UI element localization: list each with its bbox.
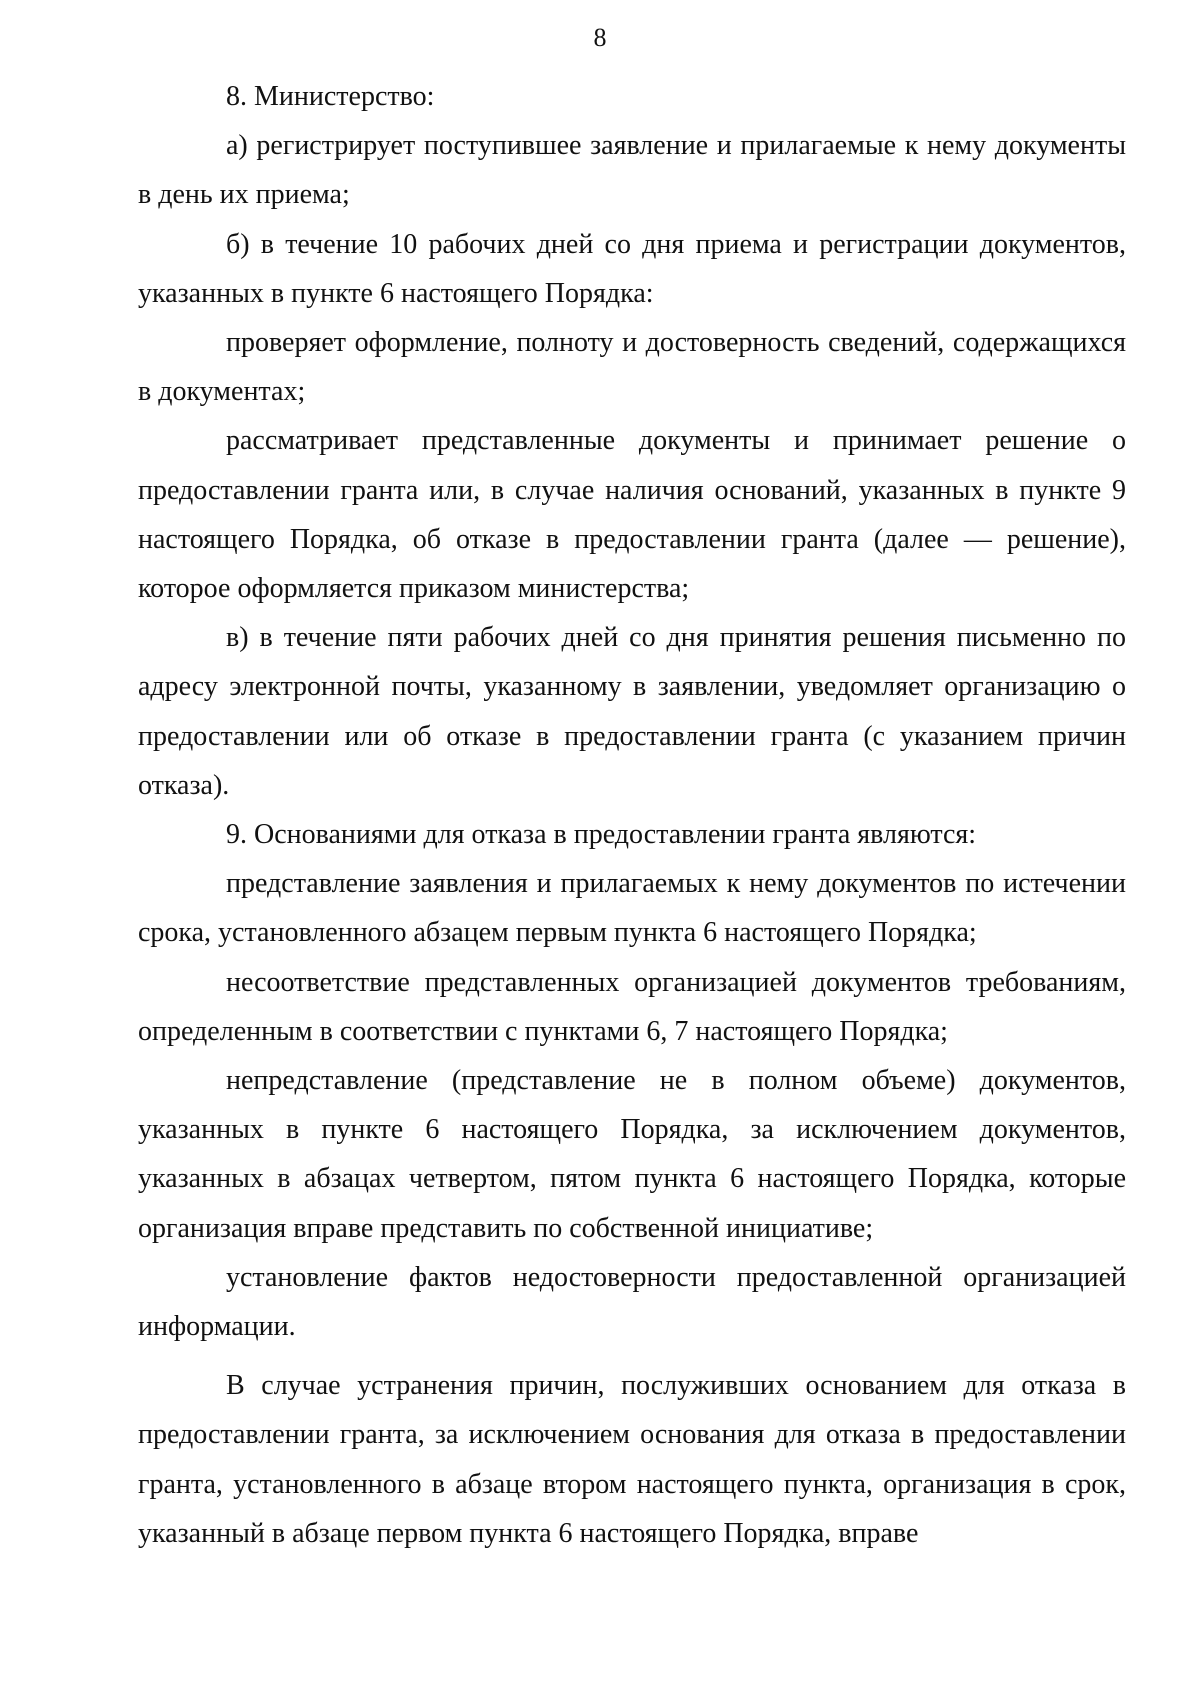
paragraph-8v: в) в течение пяти рабочих дней со дня принятия решения письменно по адресу электронной почты, указанному в заявлении, уведомляет организацию о предоставлении или об отказе в предоставлении гранта (с указанием причин отказа). — [138, 622, 1126, 801]
paragraph-9-ground-mismatch: несоответствие представленных организацией документов требованиям, определенным в соответствии с пунктами 6, 7 настоящего Порядка; — [138, 966, 1126, 1047]
paragraph-9-resubmission: В случае устранения причин, послуживших основанием для отказа в предоставлении гранта, за исключением основания для отказа в предоставлении гранта, установленного в абзаце втором настоящего пункта, организация в срок, указанный в абзаце первом пункта 6 настоящего Порядка, вправе — [138, 1370, 1126, 1549]
paragraph-section-8-heading: 8. Министерство: — [226, 81, 435, 112]
paragraph-8b: б) в течение 10 рабочих дней со дня приема и регистрации документов, указанных в пункте 6 настоящего Порядка: — [138, 228, 1126, 309]
paragraph-9-ground-false-info: установление фактов недостоверности предоставленной организацией информации. — [138, 1261, 1126, 1343]
paragraph-8b-checks: проверяет оформление, полноту и достоверность сведений, содержащихся в документах; — [138, 327, 1126, 408]
document-body — [138, 72, 1126, 1558]
paragraph-8b-decision: рассматривает представленные документы и принимает решение о предоставлении гранта или, в случае наличия оснований, указанных в пункте 9 настоящего Порядка, об отказе в предоставлении гранта (далее — решение), которое оформляется приказом министерства; — [138, 425, 1126, 605]
paragraph-8a: а) регистрирует поступившее заявление и прилагаемые к нему документы в день их приема; — [138, 130, 1126, 211]
paragraph-9-ground-incomplete: непредставление (представление не в полном объеме) документов, указанных в пункте 6 настоящего Порядка, за исключением документов, указанных в абзацах четвертом, пятом пункта 6 настоящего Порядка, которые организация вправе представить по собственной инициативе; — [138, 1065, 1126, 1244]
paragraph-9-ground-late: представление заявления и прилагаемых к нему документов по истечении срока, установленного абзацем первым пункта 6 настоящего Порядка; — [138, 868, 1126, 949]
page-number: 8 — [593, 23, 607, 52]
paragraph-section-9-heading: 9. Основаниями для отказа в предоставлении гранта являются: — [226, 819, 977, 851]
